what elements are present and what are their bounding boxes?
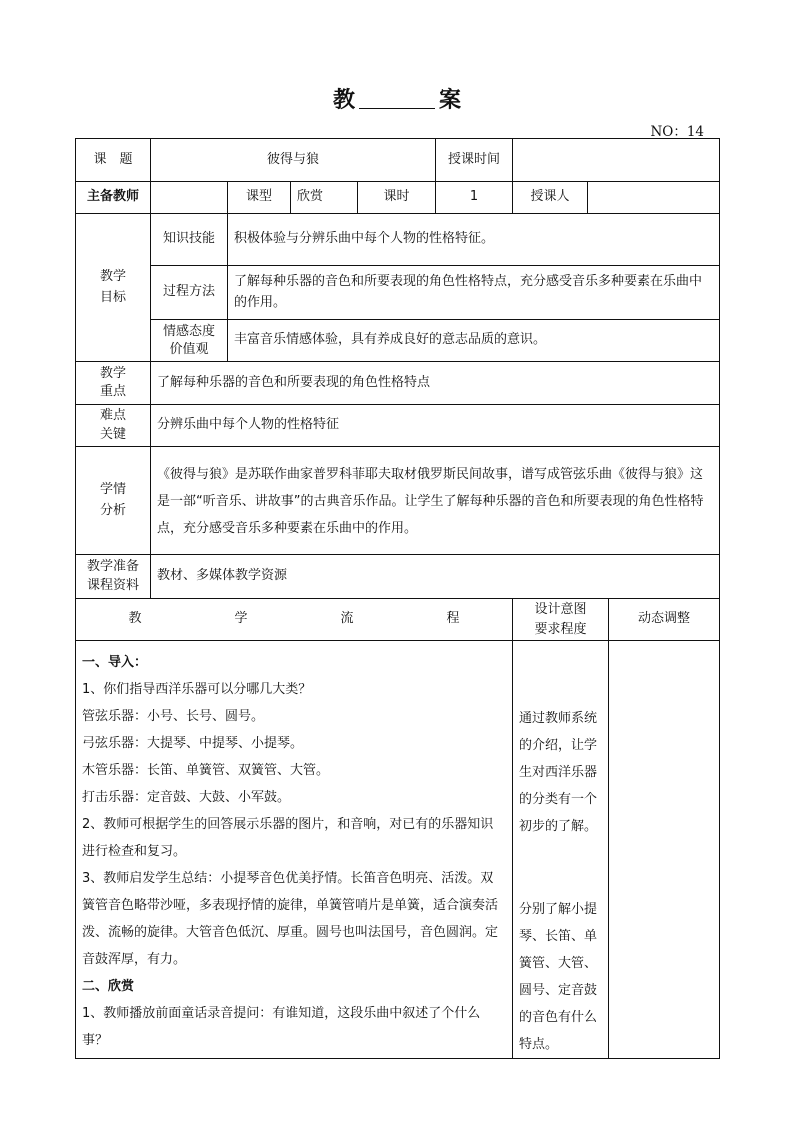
process-text: 了解每种乐器的音色和所要表现的角色性格特点，充分感受音乐多种要素在乐曲中的作用。 [228, 266, 720, 320]
hours-value: 1 [436, 182, 513, 214]
flow-header-char-3: 流 [340, 611, 354, 627]
flow-line-6: 打击乐器：定音鼓、大鼓、小军鼓。 [82, 790, 291, 805]
document-title [0, 82, 794, 114]
emotion-label-line2: 价值观 [169, 341, 209, 357]
title-char-left: 教 [332, 86, 355, 113]
emotion-text: 丰富音乐情感体验，具有养成良好的意志品质的意识。 [228, 320, 720, 362]
objectives-label-line1: 教学 [99, 269, 126, 285]
title-underline-gap [359, 106, 435, 109]
lesson-plan-table [75, 138, 720, 1059]
focus-label-line2: 重点 [99, 384, 126, 399]
flow-line-3: 管弦乐器：小号、长号、圆号。 [82, 709, 265, 724]
analysis-text: 《彼得与狼》是苏联作曲家普罗科菲耶夫取材俄罗斯民间故事，谱写成管弦乐曲《彼得与狼》这是一部“听音乐、讲故事”的古典音乐作品。让学生了解每种乐器的音色和所要表现的角色性格特点，充分感受音乐多种要素在乐曲中的作用。 [151, 447, 720, 555]
adjust-header: 动态调整 [609, 599, 720, 641]
analysis-label-line2: 分析 [99, 502, 126, 518]
row-objective-emotion [76, 320, 720, 362]
flow-header-char-1: 教 [128, 611, 142, 627]
row-lesson [76, 139, 720, 182]
lesson-label: 课 题 [76, 139, 151, 182]
row-preparation [76, 555, 720, 599]
row-objective-knowledge [76, 214, 720, 266]
knowledge-label: 知识技能 [151, 214, 228, 266]
title-char-right: 案 [439, 86, 462, 113]
flow-line-9: 二、欣赏 [82, 979, 135, 994]
design-note-1: 通过教师系统的介绍，让学生对西洋乐器的分类有一个初步的了解。 [519, 711, 598, 834]
flow-line-4: 弓弦乐器：大提琴、中提琴、小提琴。 [82, 736, 304, 751]
row-difficulty [76, 405, 720, 447]
document-number: NO：14 [650, 124, 704, 140]
row-teacher [76, 182, 720, 214]
analysis-label-line1: 学情 [99, 481, 126, 497]
flow-header [76, 599, 513, 641]
flow-line-1: 一、导入： [82, 655, 148, 670]
flow-header-char-2: 学 [234, 611, 248, 627]
design-header-line2: 要求程度 [534, 621, 587, 637]
flow-line-8: 3、教师启发学生总结：小提琴音色优美抒情。长笛音色明亮、活泼。双簧管音色略带沙哑，多表现抒情的旋律，单簧管哨片是单簧，适合演奏活泼、流畅的旋律。大管音色低沉、厚重。圆号也叫法国号，音色圆润。定音鼓浑厚，有力。 [82, 871, 499, 967]
time-value [513, 139, 720, 182]
row-focus [76, 362, 720, 405]
lecturer-label: 授课人 [513, 182, 588, 214]
flow-header-char-4: 程 [446, 611, 460, 627]
lecturer-value [588, 182, 720, 214]
difficulty-label-line2: 关键 [99, 426, 126, 442]
design-note-2: 分别了解小提琴、长笛、单簧管、大管、圆号、定音鼓的音色有什么特点。 [519, 902, 598, 1052]
lesson-title: 彼得与狼 [151, 139, 436, 182]
flow-line-2: 1、你们指导西洋乐器可以分哪几大类？ [82, 682, 312, 697]
knowledge-text: 积极体验与分辨乐曲中每个人物的性格特征。 [228, 214, 720, 266]
row-flow-body [76, 641, 720, 1059]
hours-label: 课时 [358, 182, 436, 214]
emotion-label-line1: 情感态度 [162, 323, 215, 339]
row-flow-header [76, 599, 720, 641]
focus-label [76, 362, 151, 405]
time-label: 授课时间 [436, 139, 513, 182]
flow-content [76, 641, 513, 1059]
type-label: 课型 [228, 182, 291, 214]
preparation-label-line2: 课程资料 [86, 577, 139, 593]
teacher-label: 主备教师 [76, 182, 151, 214]
preparation-label-line1: 教学准备 [86, 558, 139, 574]
teacher-value [151, 182, 228, 214]
focus-text: 了解每种乐器的音色和所要表现的角色性格特点 [151, 362, 720, 405]
objectives-label [76, 214, 151, 362]
difficulty-label-line1: 难点 [99, 408, 126, 424]
objectives-label-line2: 目标 [99, 289, 126, 305]
row-objective-process [76, 266, 720, 320]
row-analysis [76, 447, 720, 555]
flow-line-5: 木管乐器：长笛、单簧管、双簧管、大管。 [82, 763, 330, 778]
focus-label-line1: 教学 [99, 365, 126, 381]
difficulty-label [76, 405, 151, 447]
analysis-label [76, 447, 151, 555]
process-label: 过程方法 [151, 266, 228, 320]
adjust-content [609, 641, 720, 1059]
design-header-line1: 设计意图 [534, 602, 587, 617]
flow-line-10: 1、教师播放前面童话录音提问：有谁知道，这段乐曲中叙述了个什么事？ [82, 1006, 481, 1048]
emotion-label [151, 320, 228, 362]
flow-line-7: 2、教师可根据学生的回答展示乐器的图片，和音响，对已有的乐器知识进行检查和复习。 [82, 817, 494, 859]
preparation-label [76, 555, 151, 599]
design-header [513, 599, 609, 641]
type-value: 欣赏 [291, 182, 358, 214]
difficulty-text: 分辨乐曲中每个人物的性格特征 [151, 405, 720, 447]
preparation-text: 教材、多媒体教学资源 [151, 555, 720, 599]
design-content [513, 641, 609, 1059]
